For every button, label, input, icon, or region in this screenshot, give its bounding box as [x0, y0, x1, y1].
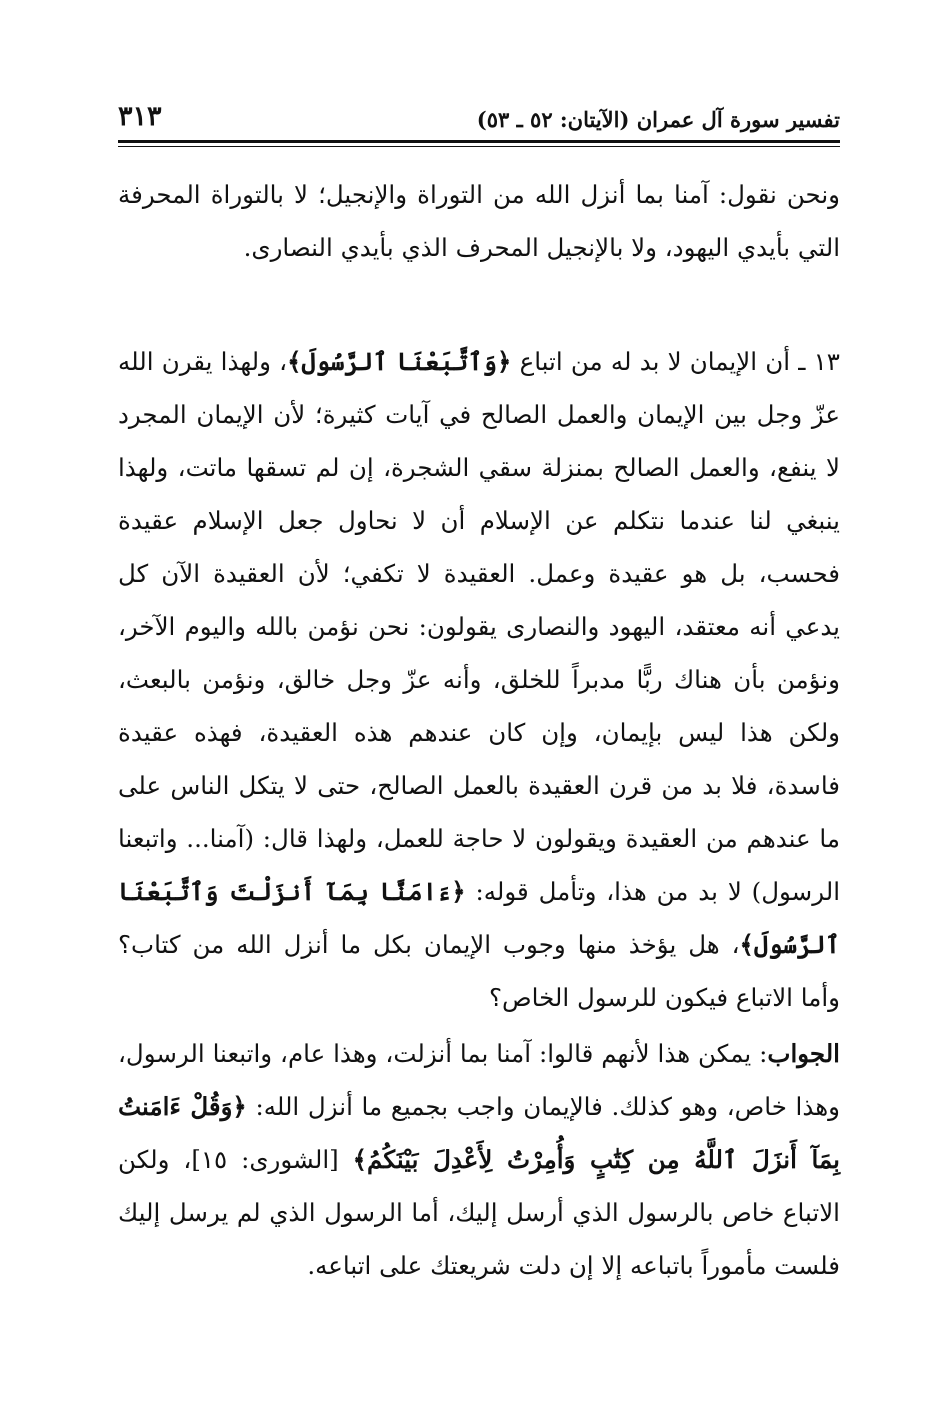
header-rule — [118, 140, 840, 143]
quran-quote-1: ﴿وَٱتَّبَعْنَا ٱلرَّسُولَ﴾ — [287, 347, 512, 376]
quran-quote-2: ﴿ءَامَنَّا بِمَآ أَنزَلْتَ وَٱتَّبَعْنَا ٱلرَّسُولَ﴾ — [118, 877, 840, 959]
paragraph-1 — [118, 168, 840, 274]
quran-citation: [الشورى: ١٥] — [191, 1145, 339, 1174]
paragraph-2-end: ، هل يؤخذ منها وجوب الإيمان بكل ما أنزل الله من كتاب؟ وأما الاتباع فيكون للرسول الخاص؟ — [118, 930, 840, 1012]
page-header — [118, 92, 840, 132]
page-number: ٣١٣ — [118, 101, 162, 132]
paragraph-3-text-1: : يمكن هذا لأنهم قالوا: آمنا بما أنزلت، وهذا عام، واتبعنا الرسول، وهذا خاص، وهو كذلك. فالإيمان واجب بجميع ما أنزل الله: — [118, 1039, 840, 1121]
quran-quote-3: ﴿وَقُلْ ءَامَنتُ بِمَآ أَنزَلَ ٱللَّهُ مِن كِتَٰبٍ وَأُمِرْتُ لِأَعْدِلَ بَيْنَكُمُ﴾ — [118, 1092, 840, 1174]
paragraph-2-intro: ١٣ ـ أن الإيمان لا بد له من اتباع — [519, 347, 840, 376]
paragraph-2-middle: ، ولهذا يقرن الله عزّ وجل بين الإيمان والعمل الصالح في آيات كثيرة؛ لأن الإيمان المجرد لا ينفع، والعمل الصالح بمنزلة سقي الشجرة، إن لم تسقها ماتت، ولهذا ينبغي لنا عندما نتكلم عن الإسلام أن لا نحاول جعل الإسلام عقيدة فحسب، بل هو عقيدة وعمل. العقيدة لا تكفي؛ لأن العقيدة الآن كل يدعي أنه معتقد، اليهود والنصارى يقولون: نحن نؤمن بالله واليوم الآخر، ونؤمن بأن هناك ربًّا مدبراً للخلق، وأنه عزّ وجل خالق، ونؤمن بالبعث، ولكن هذا ليس بإيمان، وإن كان عندهم هذه العقيدة، فهذه عقيدة فاسدة، فلا بد من قرن العقيدة بالعمل الصالح، حتى لا يتكل الناس على ما عندهم من العقيدة ويقولون لا حاجة للعمل، ولهذا قال: (آمنا... واتبعنا الرسول) لا بد من هذا، وتأمل قوله: — [118, 347, 840, 906]
paragraph-3 — [118, 1027, 840, 1292]
running-title: تفسير سورة آل عمران (الآيتان: ٥٢ ـ ٥٣) — [476, 107, 840, 132]
paragraph-2 — [118, 335, 840, 1024]
paragraph-1-text: ونحن نقول: آمنا بما أنزل الله من التوراة والإنجيل؛ لا بالتوراة المحرفة التي بأيدي اليهود، ولا بالإنجيل المحرف الذي بأيدي النصارى. — [118, 180, 840, 262]
paragraph-3-text-2: ، ولكن الاتباع خاص بالرسول الذي أرسل إليك، أما الرسول الذي لم يرسل إليك فلست مأموراً باتباعه إلا إن دلت شريعتك على اتباعه. — [118, 1145, 840, 1280]
answer-label: الجواب — [767, 1039, 840, 1068]
header-rule-thin — [118, 146, 840, 147]
